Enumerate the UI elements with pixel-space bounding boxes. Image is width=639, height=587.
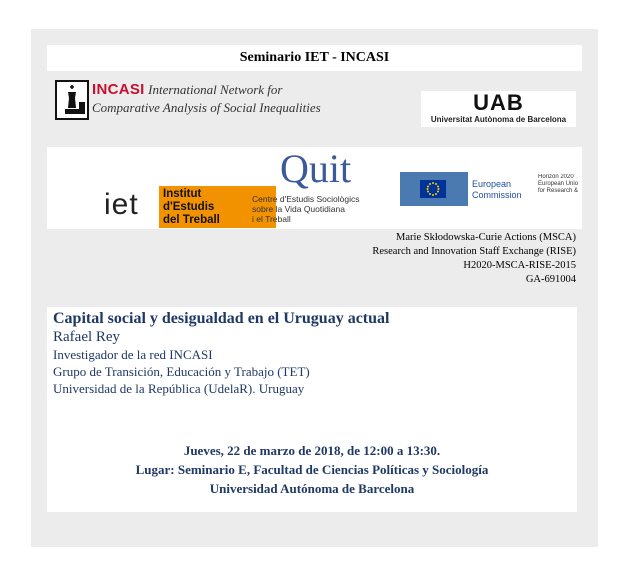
uab-mark: UAB: [473, 90, 524, 115]
uab-name: Universitat Autònoma de Barcelona: [430, 115, 567, 124]
quit-line: Centre d'Estudis Sociològics: [252, 194, 360, 204]
msca-line: Research and Innovation Staff Exchange (RISE): [372, 246, 576, 257]
event-date: Jueves, 22 de marzo de 2018, de 12:00 a 13:30.: [183, 443, 441, 458]
incasi-tagline-1: International Network for: [148, 82, 283, 97]
msca-info: [372, 231, 576, 287]
quit-line: i el Treball: [252, 214, 291, 224]
h2020-line: for Research &: [538, 188, 579, 194]
msca-line: H2020-MSCA-RISE-2015: [463, 260, 576, 271]
chess-king-icon: [55, 80, 89, 120]
h2020-line: European Unio: [538, 181, 579, 187]
affiliation: Grupo de Transición, Educación y Trabajo (TET): [53, 364, 310, 379]
affiliation: Universidad de la República (UdelaR). Uruguay: [53, 381, 305, 396]
partner-logos: [47, 147, 582, 229]
european-commission-text: [472, 179, 522, 201]
talk-card: [47, 307, 577, 512]
speaker-name: Rafael Rey: [53, 329, 121, 345]
msca-line: Marie Skłodowska-Curie Actions (MSCA): [396, 232, 576, 243]
event-details: [47, 441, 577, 498]
talk-title: Capital social y desigualdad en el Uruguay actual: [53, 310, 390, 327]
ec-line: European: [472, 179, 512, 189]
iet-box-line: d'Estudis: [163, 201, 215, 213]
incasi-tagline-2: Comparative Analysis of Social Inequalities: [92, 100, 321, 115]
h2020-line: Horizon 2020: [538, 174, 574, 180]
iet-box-line: Institut: [163, 188, 202, 200]
msca-line: GA-691004: [525, 274, 576, 285]
affiliation: Investigador de la red INCASI: [53, 347, 213, 362]
uab-logo: [421, 91, 576, 127]
page-title: Seminario IET - INCASI: [47, 45, 582, 71]
talk-info: [53, 309, 389, 397]
event-place: Lugar: Seminario E, Facultad de Ciencias Políticas y Sociología: [135, 462, 489, 477]
iet-word: iet: [104, 188, 139, 221]
event-university: Universidad Autónoma de Barcelona: [209, 481, 415, 496]
incasi-logo: [52, 78, 322, 122]
eu-commission-logo: [400, 172, 582, 212]
incasi-name: INCASI: [92, 81, 145, 98]
horizon-2020-text: [538, 174, 582, 195]
ec-line: Commission: [472, 190, 522, 200]
quit-line: sobre la Vida Quotidiana: [252, 204, 345, 214]
quit-name: Quit: [280, 146, 352, 191]
iet-box-line: del Treball: [163, 214, 220, 226]
eu-flag-icon: [420, 180, 446, 198]
quit-logo: [252, 146, 392, 229]
